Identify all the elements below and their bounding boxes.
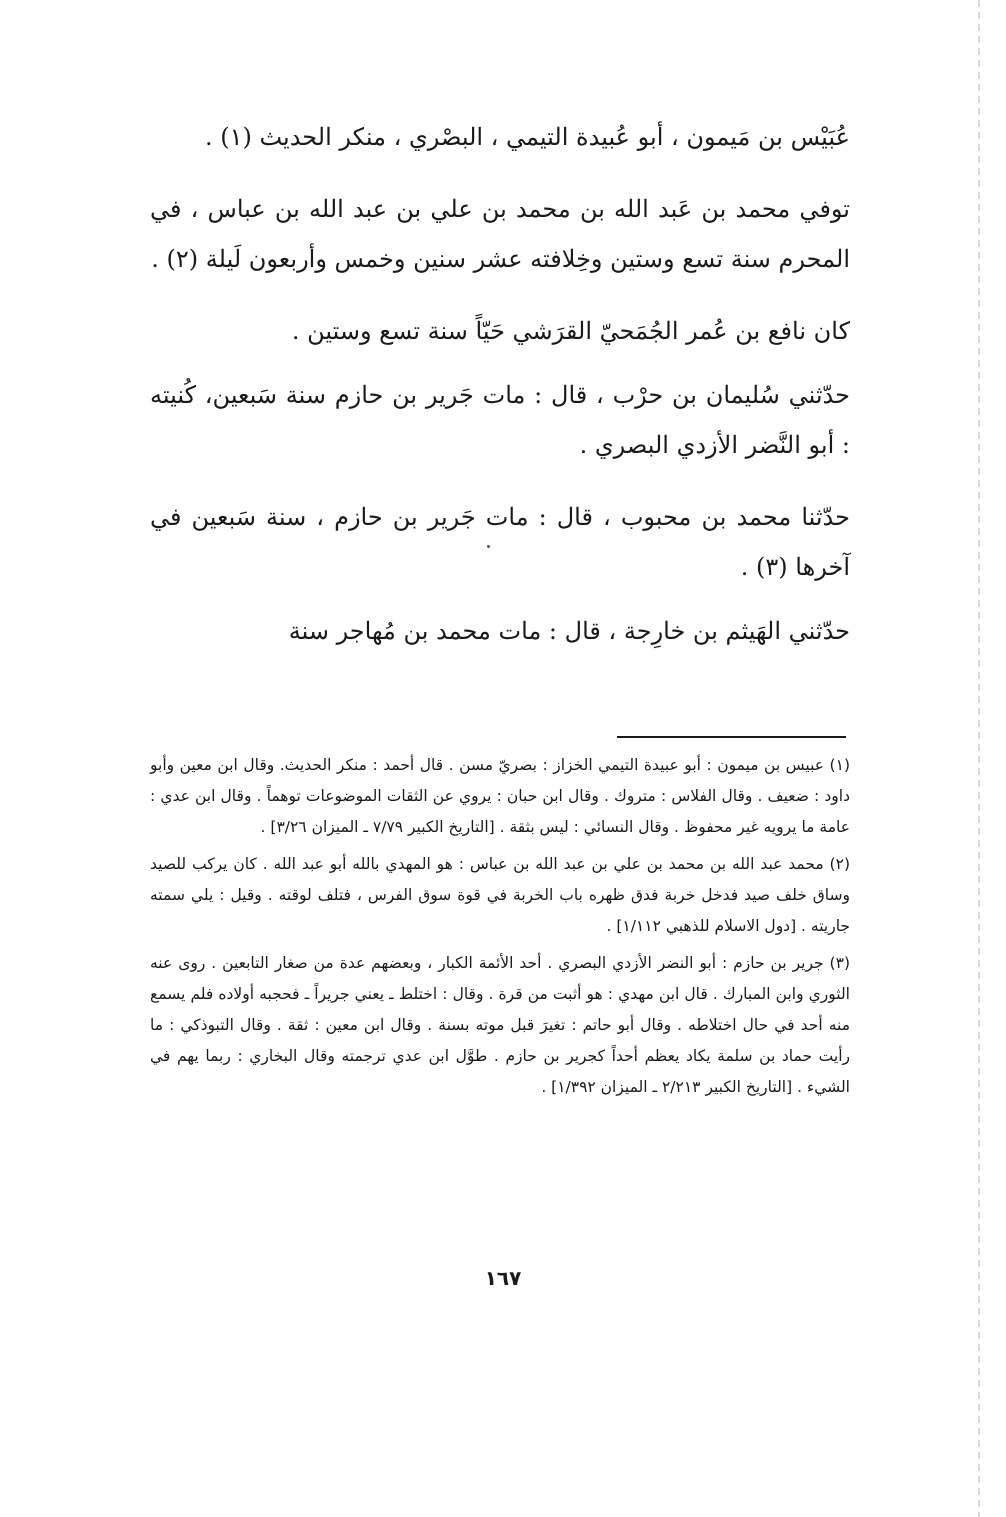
paragraph-sulayman: حدّثني سُليمان بن حرْب ، قال : مات جَرير بن حازم سنة سَبعين، كُنيته : أبو النَّضر الأزدي البصري . bbox=[150, 381, 850, 459]
footnote-separator bbox=[617, 736, 846, 738]
scan-edge-mark bbox=[978, 0, 980, 1517]
paragraph-muhammad-death: توفي محمد بن عَبد الله بن محمد بن علي بن عبد الله بن عباس ، في المحرم سنة تسع وستين وخِلافته عشر سنين وخمس وأربعون لَيلة (٢) . bbox=[150, 195, 850, 273]
footnote-2: (٢) محمد عبد الله بن محمد بن علي بن عبد الله بن عباس : هو المهدي بالله أبو عبد الله . كان يركب للصيد وساق خلف صيد فدخل خربة فدق ظهره باب الخربة في قوة سوق الفرس ، فتلف لوقته . وقيل : يلي سمته جاريته . [دول الاسلام للذهبي ١/١١٢] . bbox=[150, 855, 850, 935]
paragraph-nafi: كان نافع بن عُمر الجُمَحيّ القرَشي حَيّاً سنة تسع وستين . bbox=[291, 317, 850, 345]
footnote-1: (١) عبيس بن ميمون : أبو عبيدة التيمي الخزاز : بصريّ مسن . قال أحمد : منكر الحديث. وقال ابن معين وأبو داود : ضعيف . وقال الفلاس : متروك . وقال ابن حبان : يروي عن الثقات الموضوعات توهماً . وقال ابن عدي : عامة ما يرويه غير محفوظ . وقال النسائي : ليس بثقة . [التاريخ الكبير ٧/٧٩ ـ الميزان ٣/٢٦] . bbox=[150, 756, 850, 836]
paragraph-muhammad-mahbub: حدّثنا محمد بن محبوب ، قال : مات جَرير بن حازم ، سنة سَبعين في آخرها (٣) . bbox=[150, 503, 850, 581]
paragraph-haytham: حدّثني الهَيثم بن خارِجة ، قال : مات محمد بن مُهاجر سنة bbox=[288, 617, 850, 645]
paragraph-ubays: عُبَيْس بن مَيمون ، أبو عُبيدة التيمي ، البصْري ، منكر الحديث (١) . bbox=[204, 123, 850, 151]
page-number: ١٦٧ bbox=[484, 1266, 522, 1290]
footnote-3: (٣) جرير بن حازم : أبو النضر الأزدي البصري . أحد الأئمة الكبار ، وبعضهم عدة من صغار التابعين . روى عنه الثوري وابن المبارك . قال ابن مهدي : هو أثبت من قرة . وقال : اختلط ـ يعني جريراً ـ فحجبه أولاده فلم يسمع منه أحد في حال اختلاطه . وقال أبو حاتم : تغيرَ قبل موته بسنة . وقال ابن معين : ثقة . وقال التبوذكي : ما رأيت حماد بن سلمة يكاد يعظم أحداً كجرير بن حازم . طوَّل ابن عدي ترجمته وقال البخاري : ربما يهم في الشيء . [التاريخ الكبير ٢/٢١٣ ـ الميزان ١/٣٩٢] . bbox=[150, 954, 850, 1096]
footnotes bbox=[150, 750, 850, 1109]
main-text bbox=[150, 112, 850, 678]
